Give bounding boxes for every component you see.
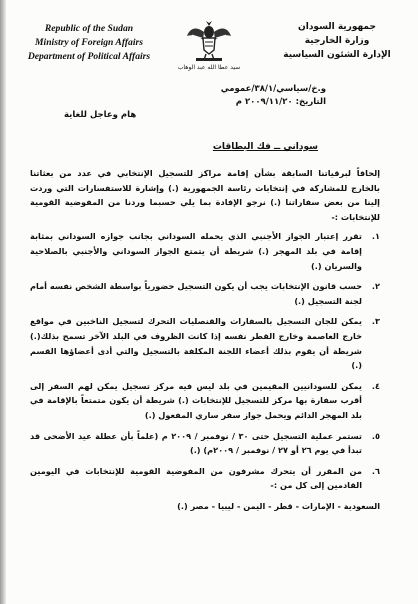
intro-paragraph: إلحاقاً لبرقياتنا السابقة بشأن إقامة مراكز للتسجيل الإنتخابي في عدد من بعثاتنا بالخارج للمشاركة في إنتخابات رئاسة الجمهورية (.) وإشارة للاستفسارات التي وردت إلينا من بعض سفاراتنا (.) نرجو الإفادة بما يلي حسبما وردنا من المفوضية القومية للإنتخابات :- [30,168,380,222]
letterhead-department-ar: الإدارة الشئون السياسية [283,50,391,60]
list-item [30,229,380,273]
emblem-caption: سيد عطا الله عبد الوهاب [177,64,241,71]
item-number: ٤. [371,380,380,391]
countries-line: السعودية - الإمارات - قطر - اليمن - ليبيا - مصر (.) [177,500,380,511]
letterhead-ministry-ar: وزارة الخارجية [304,36,370,46]
item-number: ٣. [371,316,380,327]
english-letterhead [14,22,164,64]
reference-date: التاريخ: ٢٠٠٩/١١/٢٠ م [235,97,326,107]
list-item [30,379,380,423]
scan-edge-shadow [0,0,6,604]
item-number: ١. [371,231,380,242]
list-item [30,429,380,458]
reference-number: و.خ/سياسي/٣٨/١/عمومي [220,84,326,94]
urgency-note: هام وعاجل للغاية [64,110,137,120]
item-text: يمكن للجان التسجيل بالسفارات والقنصليات التحرك لتسجيل الناخبين في مواقع خارج العاصمة وخارج القطر نفسه إذا كانت الظروف في البلد الآخر تسمح بذلك(.) شريطة أن يقوم بذلك أعضاء اللجنة المكلفة بالتسجيل والتي أدى أعضاؤها القسم (.) [30,316,362,371]
list-item [30,279,380,308]
letterhead-country-ar: جمهورية السودان [298,22,376,32]
arabic-letterhead [272,20,402,62]
list-item [30,464,380,493]
letter-body [30,166,380,513]
item-number: ٦. [371,465,380,476]
letterhead-country-en: Republic of the Sudan [44,23,134,34]
item-text: من المقرر أن يتحرك مشرفون من المفوضية القومية للإنتخابات في اليومين القادمين إلى كل من :- [30,465,362,491]
item-text: تقرر إعتبار الجواز الأجنبي الذي يحمله السوداني بجانب جوازه السوداني بمثابة إقامة في بلد المهجر (.) شريطة أن يتمتع الجواز السوداني والأجنبي بالصلاحية والسريان (.) [30,231,362,271]
letterhead-ministry-en: Ministry of Foreign Affairs [35,37,143,48]
reference-block [221,83,326,109]
item-text: يمكن للسودانيين المقيمين في بلد ليس فيه مركز تسجيل يمكن لهم السفر إلى أقرب سفارة بها مركز للتسجيل للإنتخابات (.) شريطة أن يكون متمتعاً بالإقامة في بلد المهجر الدائم ويحمل جواز سفر ساري المفعول (.) [30,380,362,420]
list-item [30,314,380,372]
item-number: ٢. [371,281,380,292]
letterhead-department-en: Department of Political Affairs [27,51,151,62]
item-number: ٥. [371,430,380,441]
subject-line: سوداني ــ فك البطاقات [212,142,318,152]
item-text: حسب قانون الإنتخابات يجب أن يكون التسجيل حضورياً بواسطة الشخص نفسه أمام لجنة التسجيل (.) [30,281,362,306]
sudan-emblem-icon [186,18,232,62]
item-text: تستمر عملية التسجيل حتى ٣٠ / نوفمبر / ٢٠٠٩ م (علماً بأن عطلة عيد الأضحى قد تبدأ في يوم ٢٦ أو ٢٧ / نوفمبر / ٢٠٠٩م) (.) [30,430,362,456]
